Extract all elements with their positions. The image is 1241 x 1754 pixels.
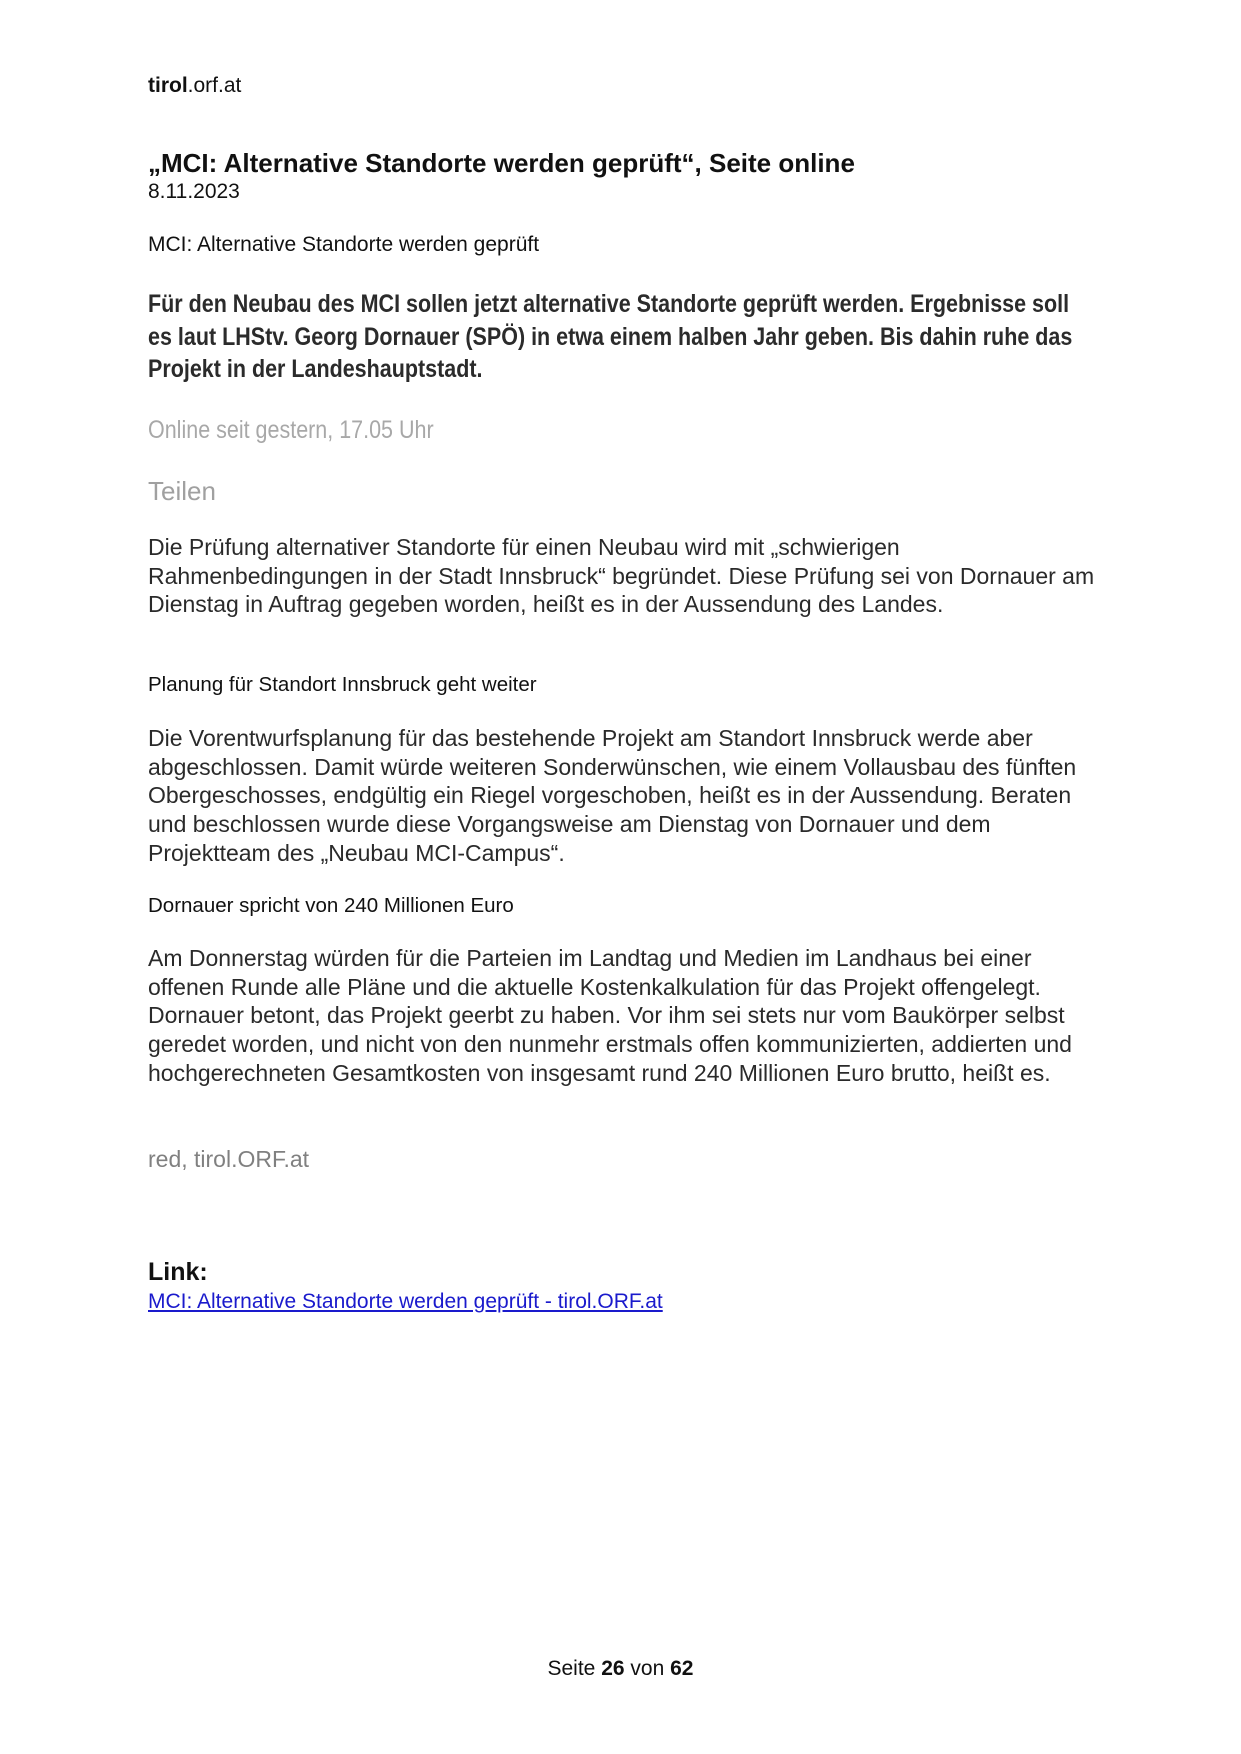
page-footer: [0, 1657, 1241, 1681]
article-credit: red, tirol.ORF.at: [148, 1146, 310, 1172]
share-button[interactable]: Teilen: [148, 476, 216, 506]
document-title: „MCI: Alternative Standorte werden geprüft“, Seite online: [148, 148, 855, 178]
footer-prefix: Seite: [547, 1657, 596, 1680]
source-rest: .orf.at: [187, 74, 242, 97]
article-link[interactable]: MCI: Alternative Standorte werden geprüft - tirol.ORF.at: [148, 1290, 663, 1313]
article-subheading: Planung für Standort Innsbruck geht weiter: [148, 673, 537, 696]
online-since: Online seit gestern, 17.05 Uhr: [148, 416, 434, 444]
total-pages-number: 62: [670, 1657, 694, 1680]
article-paragraph: Die Vorentwurfsplanung für das bestehende Projekt am Standort Innsbruck werde aber abgeschlossen. Damit würde weiteren Sonderwünschen, wie einem Vollausbau des fünften Obergeschosses, endgültig ein Riegel vorgeschoben, heißt es in der Aussendung. Beraten und beschlossen wurde diese Vorgangsweise am Dienstag von Dornauer und dem Projektteam des „Neubau MCI-Campus“.: [148, 725, 1077, 866]
current-page-number: 26: [601, 1657, 625, 1680]
source-bold: tirol: [148, 74, 188, 97]
article-kicker: MCI: Alternative Standorte werden geprüft: [148, 233, 540, 256]
source-label: [148, 74, 241, 98]
article-paragraph: Am Donnerstag würden für die Parteien im Landtag und Medien im Landhaus bei einer offenen Runde alle Pläne und die aktuelle Kostenkalkulation für das Projekt offengelegt. Dornauer betont, das Projekt geerbt zu haben. Vor ihm sei stets nur vom Baukörper selbst geredet worden, und nicht von den nunmehr erstmals offen kommunizierten, addierten und hochgerechneten Gesamtkosten von insgesamt rund 240 Millionen Euro brutto, heißt es.: [148, 945, 1072, 1086]
article-lead: Für den Neubau des MCI sollen jetzt alternative Standorte geprüft werden. Ergebnisse soll es laut LHStv. Georg Dornauer (SPÖ) in etwa einem halben Jahr geben. Bis dahin ruhe das Projekt in der Landeshauptstadt.: [148, 290, 1073, 383]
article-subheading: Dornauer spricht von 240 Millionen Euro: [148, 894, 514, 917]
link-label: Link:: [148, 1258, 208, 1286]
article-paragraph: Die Prüfung alternativer Standorte für einen Neubau wird mit „schwierigen Rahmenbedingungen in der Stadt Innsbruck“ begründet. Diese Prüfung sei von Dornauer am Dienstag in Auftrag gegeben worden, heißt es in der Aussendung des Landes.: [148, 534, 1095, 618]
document-date: 8.11.2023: [148, 180, 240, 203]
footer-separator: von: [630, 1657, 665, 1680]
